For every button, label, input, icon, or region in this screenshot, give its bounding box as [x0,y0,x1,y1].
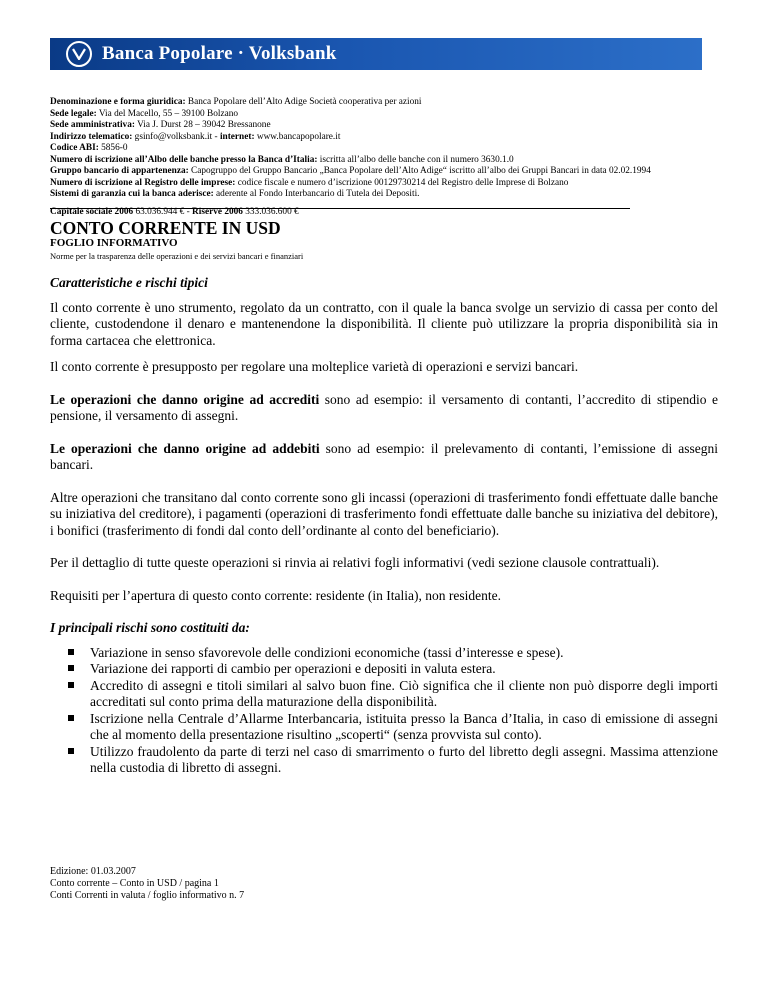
document-title: CONTO CORRENTE IN USD [50,218,281,238]
divider [50,208,630,209]
info-denominazione: Denominazione e forma giuridica: Banca Popolare dell’Alto Adige Società cooperativa per azioni [50,97,422,107]
document-footer [50,866,244,902]
list-item: Variazione in senso sfavorevole delle condizioni economiche (tassi d’interesse e spese). [68,645,718,662]
paragraph-altre-operazioni: Altre operazioni che transitano dal conto corrente sono gli incassi (operazioni di trasferimento fondi effettuate dalle banche su iniziativa del creditore), i pagamenti (operazioni di trasferimento fondi effettuate dalle banche su iniziativa del debitore), i bonifici (trasferimento di fondi dal conto dell’ordinante al conto del beneficiario). [50,489,718,538]
list-item: Accredito di assegni e titoli similari al salvo buon fine. Ciò significa che il cliente non può disporre degli importi accreditati sul conto prima della maturazione della disponibilità. [68,678,718,711]
v-circle-logo-icon [66,41,92,67]
section-heading-caratteristiche: Caratteristiche e rischi tipici [50,275,208,290]
info-registro: Numero di iscrizione al Registro delle imprese: codice fiscale e numero d’iscrizione 00129730214 del Registro delle Imprese di Bolzano [50,177,569,188]
list-item: Variazione dei rapporti di cambio per operazioni e depositi in valuta estera. [68,661,718,678]
info-garanzia: Sistemi di garanzia cui la banca aderisce: aderente al Fondo Interbancario di Tutela dei Depositi. [50,189,420,199]
paragraph-1: Il conto corrente è uno strumento, regolato da un contratto, con il quale la banca svolge un servizio di cassa per conto del cliente, custodendone il denaro e mantenendone la disponibilità. Il cliente può utilizzare la propria disponibilità sia in forma cartacea che elettronica. [50,299,718,348]
risks-list [50,645,718,777]
info-albo: Numero di iscrizione all’Albo delle banche presso la Banca d’Italia: iscritta all’albo delle banche con il numero 3630.1.0 [50,154,514,165]
bank-header-banner [50,38,702,70]
bank-info-block [50,97,750,218]
info-sede-legale: Sede legale: Via del Macello, 55 – 39100 Bolzano [50,108,239,119]
footer-edizione: Edizione: 01.03.2007 [50,866,136,877]
document-body [50,275,718,777]
paragraph-dettaglio: Per il dettaglio di tutte queste operazioni si rinvia ai relativi fogli informativi (vedi sezione clausole contrattuali). [50,555,660,570]
document-note: Norme per la trasparenza delle operazioni e dei servizi bancari e finanziari [50,251,304,261]
list-item: Utilizzo fraudolento da parte di terzi nel caso di smarrimento o furto del libretto degli assegni. Massima attenzione nella custodia di libretto di assegni. [68,744,718,777]
document-subtitle: FOGLIO INFORMATIVO [50,237,178,249]
info-sede-amministrativa: Sede amministrativa: Via J. Durst 28 – 39042 Bressanone [50,120,271,130]
paragraph-2: Il conto corrente è presupposto per regolare una molteplice varietà di operazioni e servizi bancari. [50,359,579,374]
footer-pagina: Conto corrente – Conto in USD / pagina 1 [50,878,219,889]
paragraph-requisiti: Requisiti per l’apertura di questo conto corrente: residente (in Italia), non residente. [50,587,501,603]
section-heading-rischi: I principali rischi sono costituiti da: [50,620,250,635]
footer-foglio: Conti Correnti in valuta / foglio informativo n. 7 [50,890,245,901]
paragraph-accrediti: Le operazioni che danno origine ad accrediti sono ad esempio: il versamento di contanti, l’accredito di stipendio e pensione, il versamento di assegni. [50,391,718,423]
list-item: Iscrizione nella Centrale d’Allarme Interbancaria, istituita presso la Banca d’Italia, in caso di emissione di assegni che al momento della presentazione risultino „scoperti“ (senza provvista sul conto). [68,711,718,744]
bank-name: Banca Popolare · Volksbank [102,43,337,64]
info-gruppo: Gruppo bancario di appartenenza: Capogruppo del Gruppo Bancario „Banca Popolare dell’Alto Adige“ iscritto all’albo dei Gruppi Bancari in data 02.02.1994 [50,166,651,176]
info-codice-abi: Codice ABI: 5856-0 [50,143,128,153]
paragraph-addebiti: Le operazioni che danno origine ad addebiti sono ad esempio: il prelevamento di contanti, l’emissione di assegni bancari. [50,440,718,472]
info-indirizzo: Indirizzo telematico: gsinfo@volksbank.it - internet: www.bancapopolare.it [50,131,341,142]
info-capitale: Capitale sociale 2006 63.036.944 € - Riserve 2006 333.036.600 € [50,206,299,217]
